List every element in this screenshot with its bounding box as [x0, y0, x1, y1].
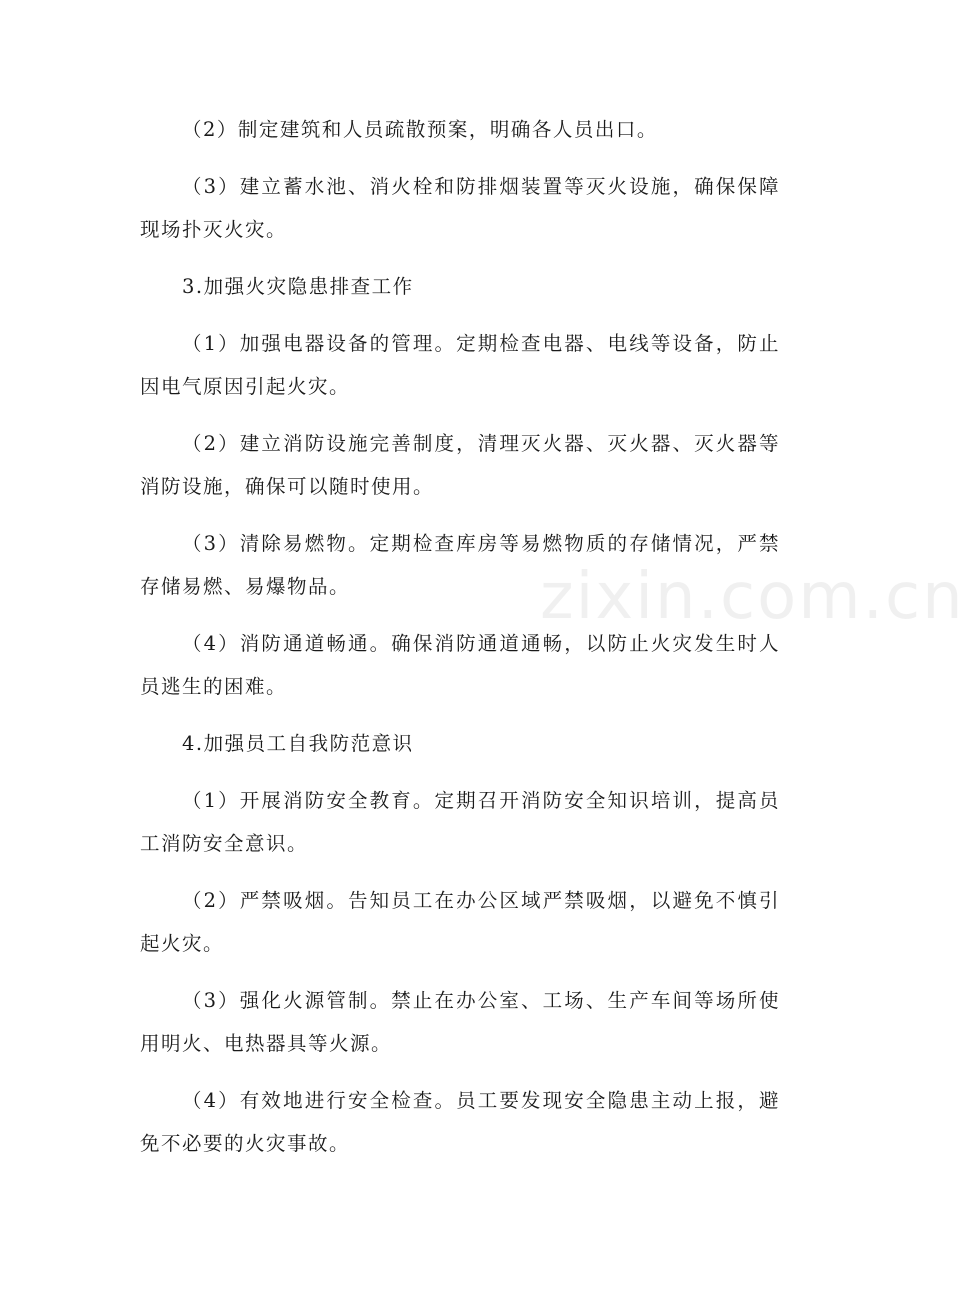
- paragraph-electrical-management: （1）加强电器设备的管理。定期检查电器、电线等设备，防止因电气原因引起火灾。: [140, 332, 780, 398]
- document-body: [140, 108, 780, 1165]
- section-heading-hazard-inspection: 3.加强火灾隐患排查工作: [182, 275, 414, 298]
- paragraph-fire-equipment-system: （2）建立消防设施完善制度，清理灭火器、灭火器、灭火器等消防设施，确保可以随时使用。: [140, 432, 780, 498]
- paragraph-evacuation-plan: （2）制定建筑和人员疏散预案，明确各人员出口。: [182, 118, 658, 141]
- paragraph-safety-checks: （4）有效地进行安全检查。员工要发现安全隐患主动上报，避免不必要的火灾事故。: [140, 1089, 780, 1155]
- watermark: zixin.com.cn: [540, 560, 965, 634]
- paragraph-fire-facilities: （3）建立蓄水池、消火栓和防排烟装置等灭火设施，确保保障现场扑灭火灾。: [140, 175, 780, 241]
- paragraph-fire-source-control: （3）强化火源管制。禁止在办公室、工场、生产车间等场所使用明火、电热器具等火源。: [140, 989, 780, 1055]
- paragraph-no-smoking: （2）严禁吸烟。告知员工在办公区域严禁吸烟，以避免不慎引起火灾。: [140, 889, 780, 955]
- paragraph-fire-exits: （4）消防通道畅通。确保消防通道通畅，以防止火灾发生时人员逃生的困难。: [140, 632, 780, 698]
- paragraph-flammables-removal: （3）清除易燃物。定期检查库房等易燃物质的存储情况，严禁存储易燃、易爆物品。: [140, 532, 780, 598]
- paragraph-safety-education: （1）开展消防安全教育。定期召开消防安全知识培训，提高员工消防安全意识。: [140, 789, 780, 855]
- section-heading-employee-awareness: 4.加强员工自我防范意识: [182, 732, 414, 755]
